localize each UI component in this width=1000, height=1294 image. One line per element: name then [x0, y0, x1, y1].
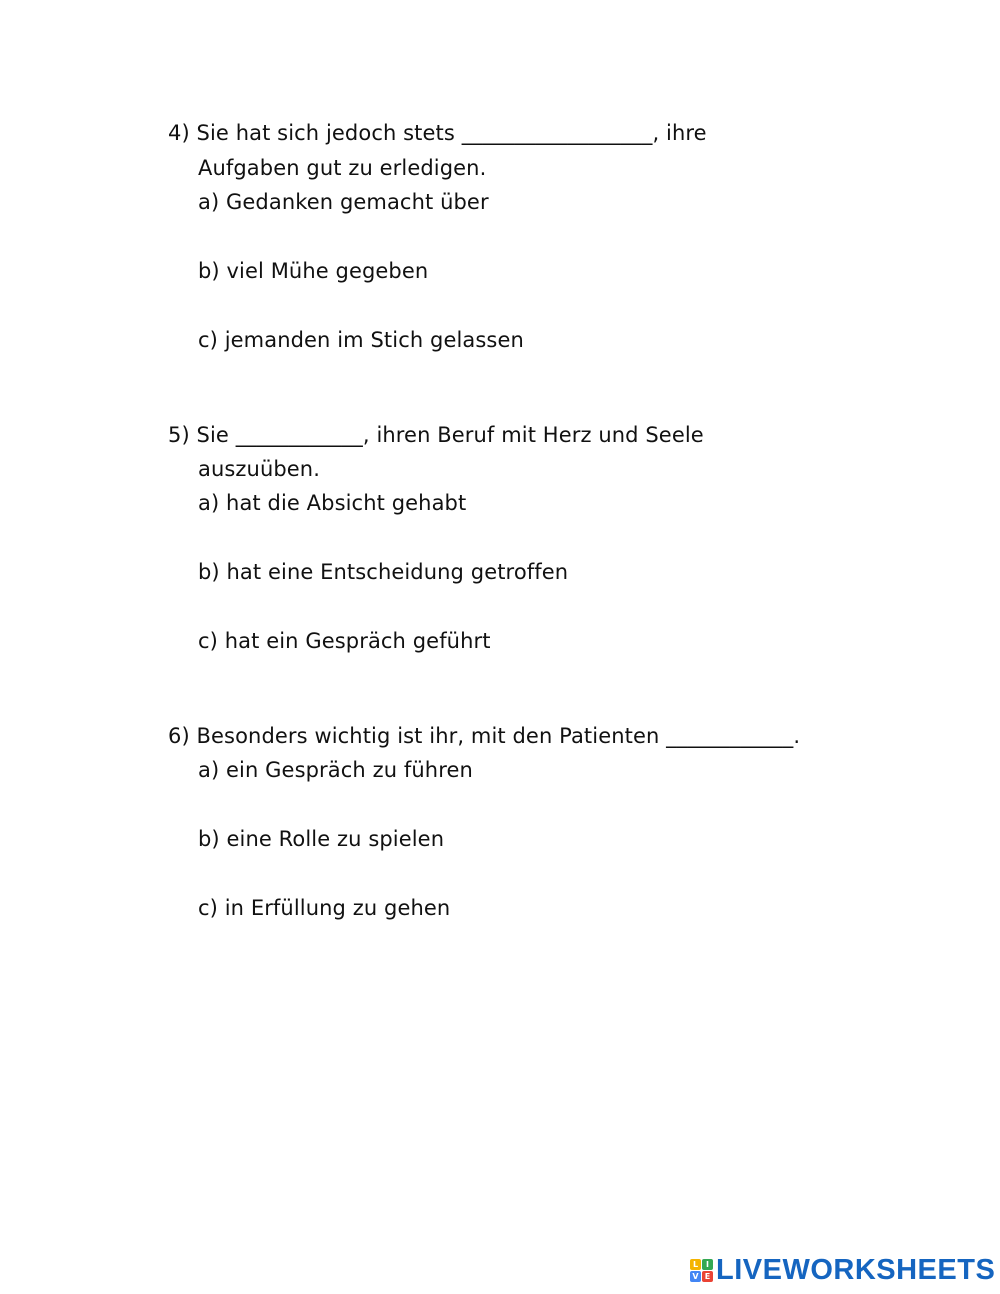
logo-mark-letter: L [690, 1259, 701, 1270]
liveworksheets-logo-text: LIVEWORKSHEETS [716, 1254, 996, 1286]
question-4-option-c[interactable]: c) jemanden im Stich gelassen [198, 328, 524, 352]
question-4-stem-line-1: 4) Sie hat sich jedoch stets __________________, ihre [168, 121, 707, 145]
question-4-option-a[interactable]: a) Gedanken gemacht über [198, 190, 489, 214]
question-4-option-b[interactable]: b) viel Mühe gegeben [198, 259, 429, 283]
question-5-stem-line-1: 5) Sie ____________, ihren Beruf mit Herz und Seele [168, 423, 704, 447]
question-6-option-b[interactable]: b) eine Rolle zu spielen [198, 827, 445, 851]
question-5-option-b[interactable]: b) hat eine Entscheidung getroffen [198, 560, 569, 584]
question-5-option-a[interactable]: a) hat die Absicht gehabt [198, 491, 467, 515]
logo-mark-letter: E [702, 1271, 713, 1282]
question-4-stem-line-2: Aufgaben gut zu erledigen. [198, 156, 487, 180]
question-6-option-a[interactable]: a) ein Gespräch zu führen [198, 758, 473, 782]
liveworksheets-logo-icon [690, 1259, 713, 1282]
liveworksheets-logo [690, 1253, 995, 1287]
question-6-stem-line-1: 6) Besonders wichtig ist ihr, mit den Patienten ____________. [168, 724, 801, 748]
logo-mark-letter: V [690, 1271, 701, 1282]
question-6-option-c[interactable]: c) in Erfüllung zu gehen [198, 896, 451, 920]
question-5-option-c[interactable]: c) hat ein Gespräch geführt [198, 629, 491, 653]
question-5-stem-line-2: auszuüben. [198, 457, 320, 481]
logo-mark-letter: I [702, 1259, 713, 1270]
